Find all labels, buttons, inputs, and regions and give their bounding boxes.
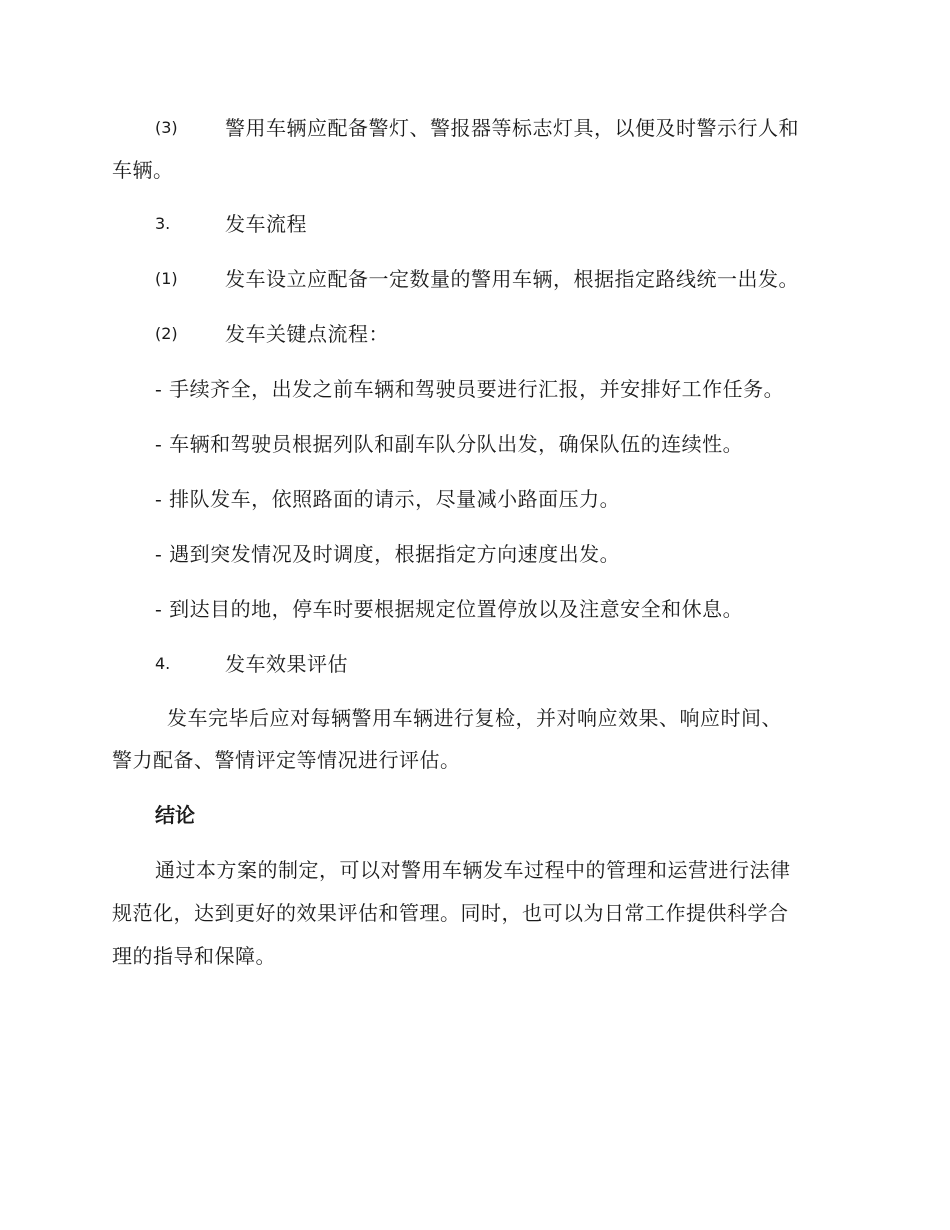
paragraph-line: 发车完毕后应对每辆警用车辆进行复检，并对响应效果、响应时间、 (167, 706, 782, 730)
list-number: (3) (155, 118, 178, 137)
section-title: 发车效果评估 (225, 652, 348, 676)
section-number: 3. (155, 214, 171, 233)
dash-list-item: - 排队发车，依照路面的请示，尽量减小路面压力。 (155, 487, 621, 511)
conclusion-heading: 结论 (155, 803, 195, 827)
paragraph-line: 通过本方案的制定，可以对警用车辆发车过程中的管理和运营进行法律 (155, 858, 791, 882)
section-title: 发车流程 (225, 212, 307, 236)
list-number: (2) (155, 324, 178, 343)
dash-list-item: - 手续齐全，出发之前车辆和驾驶员要进行汇报，并安排好工作任务。 (155, 377, 785, 401)
list-item-text: 发车设立应配备一定数量的警用车辆，根据指定路线统一出发。 (225, 267, 799, 291)
paragraph-line: 警力配备、警情评定等情况进行评估。 (112, 748, 461, 772)
section-number: 4. (155, 654, 171, 673)
dash-list-item: - 车辆和驾驶员根据列队和副车队分队出发，确保队伍的连续性。 (155, 432, 744, 456)
list-number: (1) (155, 269, 178, 288)
dash-list-item: - 遇到突发情况及时调度，根据指定方向速度出发。 (155, 542, 621, 566)
list-item-text: 警用车辆应配备警灯、警报器等标志灯具，以便及时警示行人和 (225, 116, 799, 140)
dash-list-item: - 到达目的地，停车时要根据规定位置停放以及注意安全和休息。 (155, 597, 744, 621)
paragraph-line: 规范化，达到更好的效果评估和管理。同时，也可以为日常工作提供科学合 (112, 901, 789, 925)
paragraph-line: 理的指导和保障。 (112, 944, 276, 968)
list-item-text: 发车关键点流程： (225, 322, 389, 346)
list-item-continuation: 车辆。 (112, 158, 174, 182)
